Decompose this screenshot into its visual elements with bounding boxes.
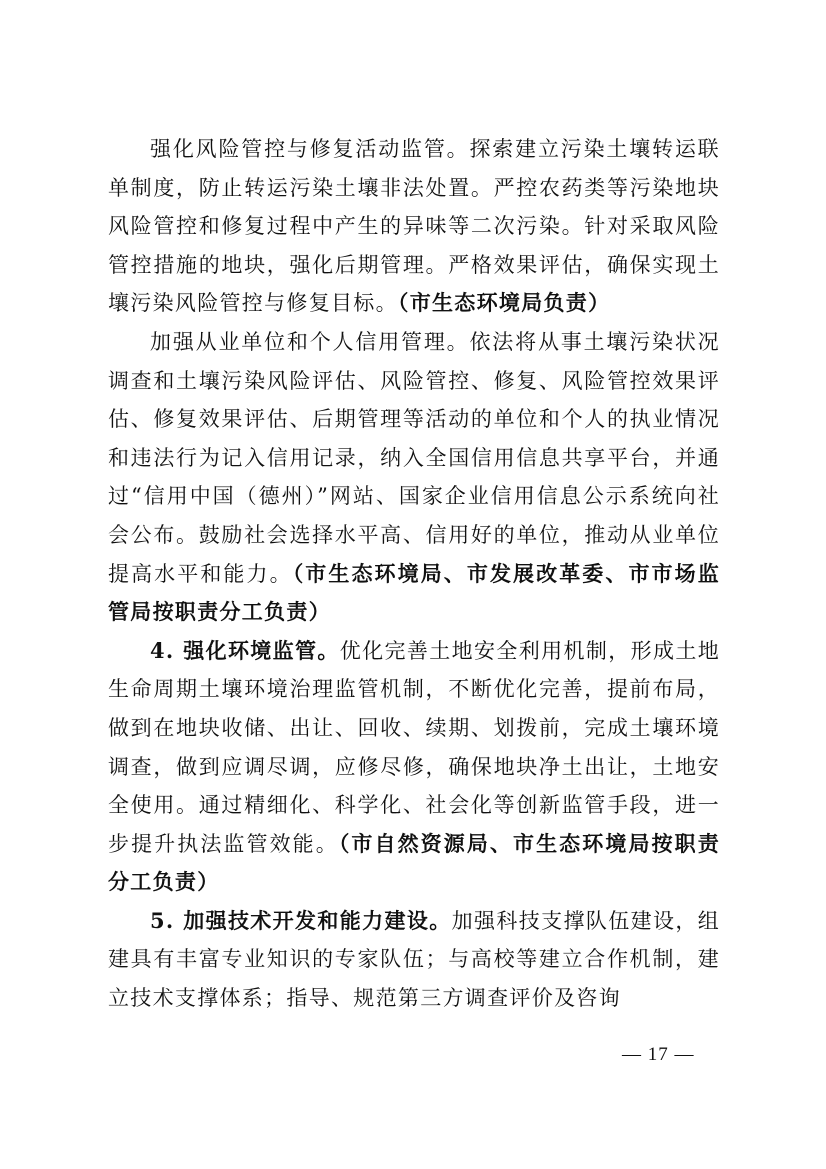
paragraph-text: 加强科技支撑队伍建设，组建具有丰富专业知识的专家队伍；与高校等建立合作机制，建立技术支撑体系；指导、规范第三方调查评价及咨询 (108, 908, 720, 1011)
section-heading-5: 5. 加强技术开发和能力建设。 (150, 907, 452, 933)
paragraph-heading: 强化风险管控与修复活动监管。 (150, 137, 470, 161)
paragraph-heading: 加强从业单位和个人信用管理。 (150, 329, 470, 354)
responsibility-note: （市自然资源局、市生态环境局按职责分工负责） (108, 830, 720, 895)
responsibility-note: （市生态环境局、市发展改革委、市市场监管局按职责分工负责） (108, 560, 721, 625)
paragraph-text: 优化完善土地安全利用机制，形成土地生命周期土壤环境治理监管机制，不断优化完善，提前布局，做到在地块收储、出让、回收、续期、划拨前，完成土壤环境调查，做到应调尽调，应修尽修，确保地块净土出让，土地安全使用。通过精细化、科学化、社会化等创新监管手段，进一步提升执法监管效能。 (108, 638, 720, 856)
responsibility-note: （市生态环境局负责） (397, 290, 611, 316)
section-heading-4: 4. 强化环境监管。 (150, 637, 340, 663)
paragraph-credit-management (108, 323, 720, 632)
paragraph-risk-control (108, 130, 720, 323)
paragraph-text: 探索建立污染土壤转运联单制度，防止转运污染土壤非法处置。严控农药类等污染地块风险管控和修复过程中产生的异味等二次污染。针对采取风险管控措施的地块，强化后期管理。严格效果评估，确保实现土壤污染风险管控与修复目标。 (108, 137, 720, 316)
paragraph-technology-development (108, 902, 720, 1018)
paragraph-text: 依法将从事土壤污染状况调查和土壤污染风险评估、风险管控、修复、风险管控效果评估、修复效果评估、后期管理等活动的单位和个人的执业情况和违法行为记入信用记录，纳入全国信用信息共享平台，并通过“信用中国（德州）”网站、国家企业信用信息公示系统向社会公布。鼓励社会选择水平高、信用好的单位，推动从业单位提高水平和能力。 (108, 329, 720, 586)
document-body (108, 130, 720, 1018)
page-number: — 17 — (622, 1044, 695, 1065)
paragraph-environment-supervision (108, 632, 720, 902)
